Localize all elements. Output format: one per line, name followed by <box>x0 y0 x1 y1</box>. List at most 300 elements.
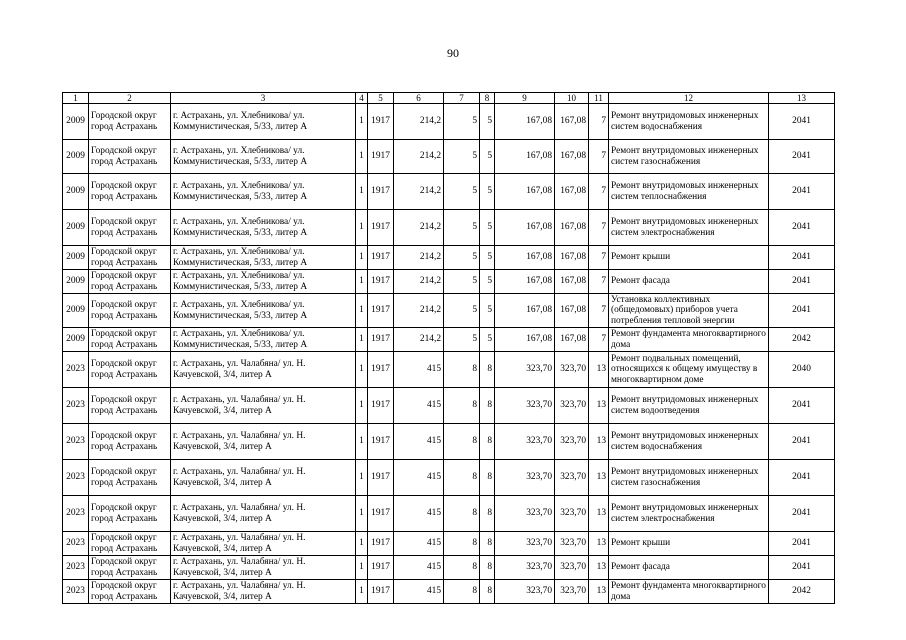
address-line-1: г. Астрахань, ул. Хлебникова/ ул. <box>173 299 305 310</box>
col-4-cell: 1 <box>356 460 368 496</box>
col-8-cell: 5 <box>480 246 495 270</box>
work-type-cell: Ремонт крыши <box>609 246 769 270</box>
col-7-cell: 8 <box>444 424 480 460</box>
col-11-cell: 7 <box>589 104 609 140</box>
address-line-2: Качуевской, 3/4, литер А <box>173 591 272 602</box>
planned-year-cell: 2042 <box>769 580 835 604</box>
col-5-cell: 1917 <box>368 104 394 140</box>
planned-year-cell: 2041 <box>769 388 835 424</box>
year-built-cell: 2023 <box>63 496 89 532</box>
total-area-cell: 415 <box>394 424 444 460</box>
col-10-cell: 323,70 <box>555 556 589 580</box>
address-line-2: Коммунистическая, 5/33, литер А <box>173 339 308 350</box>
col-10-cell: 323,70 <box>555 460 589 496</box>
address-cell <box>171 246 356 270</box>
municipality-cell <box>89 246 171 270</box>
municipality-cell <box>89 210 171 246</box>
column-header-1: 1 <box>63 93 89 104</box>
address-cell <box>171 104 356 140</box>
work-type-cell: Ремонт внутридомовых инженерных систем электроснабжения <box>609 496 769 532</box>
table-row <box>63 328 835 352</box>
work-type-cell: Ремонт фундамента многоквартирного дома <box>609 328 769 352</box>
planned-year-cell: 2041 <box>769 460 835 496</box>
planned-year-cell: 2041 <box>769 246 835 270</box>
col-5-cell: 1917 <box>368 580 394 604</box>
total-area-cell: 415 <box>394 388 444 424</box>
address-line-1: г. Астрахань, ул. Чалабяна/ ул. Н. <box>173 556 306 567</box>
address-cell <box>171 460 356 496</box>
column-header-11: 11 <box>589 93 609 104</box>
col-4-cell: 1 <box>356 140 368 174</box>
address-cell <box>171 388 356 424</box>
municipality-line-1: Городской округ <box>91 532 157 543</box>
work-type-cell: Ремонт фундамента многоквартирного дома <box>609 580 769 604</box>
municipality-line-1: Городской округ <box>91 180 157 191</box>
table-row <box>63 460 835 496</box>
municipality-line-2: город Астрахань <box>91 156 158 167</box>
col-7-cell: 8 <box>444 532 480 556</box>
municipality-cell <box>89 580 171 604</box>
col-7-cell: 8 <box>444 496 480 532</box>
address-line-1: г. Астрахань, ул. Хлебникова/ ул. <box>173 246 305 257</box>
column-header-3: 3 <box>171 93 356 104</box>
col-4-cell: 1 <box>356 532 368 556</box>
year-built-cell: 2009 <box>63 174 89 210</box>
address-line-1: г. Астрахань, ул. Чалабяна/ ул. Н. <box>173 394 306 405</box>
planned-year-cell: 2041 <box>769 174 835 210</box>
address-cell <box>171 424 356 460</box>
address-cell <box>171 294 356 328</box>
table-row <box>63 294 835 328</box>
col-8-cell: 5 <box>480 174 495 210</box>
col-9-cell: 323,70 <box>495 496 555 532</box>
municipality-cell <box>89 270 171 294</box>
municipality-line-1: Городской округ <box>91 299 157 310</box>
table-row <box>63 532 835 556</box>
col-7-cell: 5 <box>444 210 480 246</box>
col-9-cell: 323,70 <box>495 388 555 424</box>
col-5-cell: 1917 <box>368 388 394 424</box>
column-header-10: 10 <box>555 93 589 104</box>
municipality-line-2: город Астрахань <box>91 369 158 380</box>
municipality-cell <box>89 388 171 424</box>
col-8-cell: 8 <box>480 580 495 604</box>
col-7-cell: 5 <box>444 246 480 270</box>
address-line-2: Коммунистическая, 5/33, литер А <box>173 156 308 167</box>
table-row <box>63 424 835 460</box>
col-5-cell: 1917 <box>368 496 394 532</box>
col-7-cell: 5 <box>444 140 480 174</box>
year-built-cell: 2023 <box>63 388 89 424</box>
col-11-cell: 13 <box>589 532 609 556</box>
col-9-cell: 167,08 <box>495 270 555 294</box>
col-10-cell: 323,70 <box>555 424 589 460</box>
col-10-cell: 167,08 <box>555 270 589 294</box>
address-cell <box>171 210 356 246</box>
col-11-cell: 13 <box>589 352 609 388</box>
municipality-line-2: город Астрахань <box>91 121 158 132</box>
municipality-cell <box>89 556 171 580</box>
col-8-cell: 8 <box>480 460 495 496</box>
total-area-cell: 214,2 <box>394 104 444 140</box>
col-11-cell: 7 <box>589 270 609 294</box>
col-5-cell: 1917 <box>368 424 394 460</box>
address-line-1: г. Астрахань, ул. Чалабяна/ ул. Н. <box>173 466 306 477</box>
column-number-row <box>63 93 835 104</box>
municipality-line-2: город Астрахань <box>91 477 158 488</box>
municipality-line-2: город Астрахань <box>91 227 158 238</box>
municipality-line-1: Городской округ <box>91 328 157 339</box>
municipality-line-2: город Астрахань <box>91 281 158 292</box>
column-header-4: 4 <box>356 93 368 104</box>
total-area-cell: 214,2 <box>394 328 444 352</box>
municipality-line-2: город Астрахань <box>91 257 158 268</box>
address-line-1: г. Астрахань, ул. Чалабяна/ ул. Н. <box>173 532 306 543</box>
year-built-cell: 2009 <box>63 294 89 328</box>
address-line-2: Коммунистическая, 5/33, литер А <box>173 281 308 292</box>
table-row <box>63 246 835 270</box>
col-11-cell: 13 <box>589 388 609 424</box>
col-4-cell: 1 <box>356 246 368 270</box>
municipality-line-2: город Астрахань <box>91 191 158 202</box>
year-built-cell: 2023 <box>63 424 89 460</box>
address-cell <box>171 174 356 210</box>
col-11-cell: 7 <box>589 210 609 246</box>
page-number: 90 <box>447 46 459 60</box>
col-7-cell: 5 <box>444 328 480 352</box>
col-8-cell: 5 <box>480 210 495 246</box>
table-row <box>63 140 835 174</box>
year-built-cell: 2009 <box>63 270 89 294</box>
col-8-cell: 5 <box>480 328 495 352</box>
address-line-2: Качуевской, 3/4, литер А <box>173 441 272 452</box>
total-area-cell: 415 <box>394 580 444 604</box>
col-9-cell: 167,08 <box>495 210 555 246</box>
municipality-cell <box>89 496 171 532</box>
municipality-line-2: город Астрахань <box>91 405 158 416</box>
address-cell <box>171 556 356 580</box>
col-9-cell: 167,08 <box>495 294 555 328</box>
col-7-cell: 8 <box>444 580 480 604</box>
work-type-cell: Ремонт фасада <box>609 556 769 580</box>
col-5-cell: 1917 <box>368 328 394 352</box>
municipality-cell <box>89 294 171 328</box>
total-area-cell: 415 <box>394 532 444 556</box>
address-line-1: г. Астрахань, ул. Хлебникова/ ул. <box>173 270 305 281</box>
address-line-2: Качуевской, 3/4, литер А <box>173 513 272 524</box>
year-built-cell: 2023 <box>63 460 89 496</box>
total-area-cell: 415 <box>394 352 444 388</box>
total-area-cell: 214,2 <box>394 140 444 174</box>
col-8-cell: 8 <box>480 352 495 388</box>
total-area-cell: 415 <box>394 496 444 532</box>
capital-repair-table <box>62 92 835 604</box>
address-cell <box>171 270 356 294</box>
work-type-cell: Ремонт крыши <box>609 532 769 556</box>
address-line-1: г. Астрахань, ул. Хлебникова/ ул. <box>173 216 305 227</box>
col-11-cell: 7 <box>589 328 609 352</box>
address-line-2: Коммунистическая, 5/33, литер А <box>173 310 308 321</box>
total-area-cell: 214,2 <box>394 210 444 246</box>
year-built-cell: 2009 <box>63 328 89 352</box>
municipality-cell <box>89 174 171 210</box>
col-11-cell: 13 <box>589 496 609 532</box>
table-row <box>63 556 835 580</box>
col-5-cell: 1917 <box>368 460 394 496</box>
col-5-cell: 1917 <box>368 556 394 580</box>
col-4-cell: 1 <box>356 104 368 140</box>
column-header-5: 5 <box>368 93 394 104</box>
col-9-cell: 167,08 <box>495 104 555 140</box>
column-header-8: 8 <box>480 93 495 104</box>
col-4-cell: 1 <box>356 496 368 532</box>
col-9-cell: 167,08 <box>495 328 555 352</box>
year-built-cell: 2023 <box>63 352 89 388</box>
col-4-cell: 1 <box>356 294 368 328</box>
col-9-cell: 323,70 <box>495 352 555 388</box>
planned-year-cell: 2041 <box>769 140 835 174</box>
municipality-line-1: Городской округ <box>91 556 157 567</box>
year-built-cell: 2009 <box>63 104 89 140</box>
municipality-line-1: Городской округ <box>91 394 157 405</box>
address-line-2: Коммунистическая, 5/33, литер А <box>173 227 308 238</box>
work-type-cell: Ремонт фасада <box>609 270 769 294</box>
planned-year-cell: 2041 <box>769 496 835 532</box>
col-10-cell: 323,70 <box>555 496 589 532</box>
work-type-cell: Ремонт подвальных помещений, относящихся к общему имуществу в многоквартирном доме <box>609 352 769 388</box>
year-built-cell: 2023 <box>63 556 89 580</box>
year-built-cell: 2009 <box>63 140 89 174</box>
planned-year-cell: 2041 <box>769 294 835 328</box>
col-11-cell: 7 <box>589 294 609 328</box>
col-8-cell: 8 <box>480 556 495 580</box>
table-row <box>63 388 835 424</box>
table-row <box>63 352 835 388</box>
col-7-cell: 8 <box>444 388 480 424</box>
col-8-cell: 5 <box>480 140 495 174</box>
col-8-cell: 8 <box>480 532 495 556</box>
year-built-cell: 2009 <box>63 210 89 246</box>
col-4-cell: 1 <box>356 352 368 388</box>
col-7-cell: 8 <box>444 460 480 496</box>
col-10-cell: 167,08 <box>555 246 589 270</box>
col-10-cell: 323,70 <box>555 580 589 604</box>
address-cell <box>171 328 356 352</box>
address-line-1: г. Астрахань, ул. Чалабяна/ ул. Н. <box>173 580 306 591</box>
column-header-7: 7 <box>444 93 480 104</box>
col-4-cell: 1 <box>356 210 368 246</box>
address-line-2: Качуевской, 3/4, литер А <box>173 567 272 578</box>
total-area-cell: 214,2 <box>394 270 444 294</box>
col-7-cell: 8 <box>444 352 480 388</box>
address-line-1: г. Астрахань, ул. Чалабяна/ ул. Н. <box>173 502 306 513</box>
total-area-cell: 214,2 <box>394 294 444 328</box>
municipality-line-2: город Астрахань <box>91 441 158 452</box>
municipality-cell <box>89 352 171 388</box>
address-cell <box>171 496 356 532</box>
municipality-line-1: Городской округ <box>91 246 157 257</box>
address-line-2: Качуевской, 3/4, литер А <box>173 543 272 554</box>
col-5-cell: 1917 <box>368 352 394 388</box>
col-4-cell: 1 <box>356 328 368 352</box>
municipality-line-2: город Астрахань <box>91 543 158 554</box>
col-9-cell: 167,08 <box>495 246 555 270</box>
address-line-1: г. Астрахань, ул. Чалабяна/ ул. Н. <box>173 430 306 441</box>
address-cell <box>171 532 356 556</box>
col-9-cell: 323,70 <box>495 556 555 580</box>
address-line-2: Качуевской, 3/4, литер А <box>173 369 272 380</box>
address-line-2: Коммунистическая, 5/33, литер А <box>173 121 308 132</box>
municipality-line-1: Городской округ <box>91 430 157 441</box>
col-7-cell: 5 <box>444 270 480 294</box>
col-9-cell: 323,70 <box>495 580 555 604</box>
work-type-cell: Ремонт внутридомовых инженерных систем газоснабжения <box>609 460 769 496</box>
address-cell <box>171 140 356 174</box>
total-area-cell: 214,2 <box>394 246 444 270</box>
col-7-cell: 5 <box>444 104 480 140</box>
column-header-6: 6 <box>394 93 444 104</box>
work-type-cell: Ремонт внутридомовых инженерных систем водоснабжения <box>609 424 769 460</box>
col-9-cell: 323,70 <box>495 424 555 460</box>
col-5-cell: 1917 <box>368 140 394 174</box>
address-line-1: г. Астрахань, ул. Хлебникова/ ул. <box>173 145 305 156</box>
address-cell <box>171 352 356 388</box>
col-4-cell: 1 <box>356 270 368 294</box>
col-10-cell: 323,70 <box>555 388 589 424</box>
municipality-line-2: город Астрахань <box>91 567 158 578</box>
col-11-cell: 13 <box>589 580 609 604</box>
address-line-1: г. Астрахань, ул. Хлебникова/ ул. <box>173 110 305 121</box>
col-5-cell: 1917 <box>368 246 394 270</box>
work-type-cell: Ремонт внутридомовых инженерных систем водоотведения <box>609 388 769 424</box>
col-8-cell: 8 <box>480 388 495 424</box>
col-4-cell: 1 <box>356 580 368 604</box>
municipality-cell <box>89 532 171 556</box>
col-8-cell: 8 <box>480 496 495 532</box>
address-cell <box>171 580 356 604</box>
planned-year-cell: 2041 <box>769 532 835 556</box>
col-11-cell: 13 <box>589 460 609 496</box>
work-type-cell: Ремонт внутридомовых инженерных систем теплоснабжения <box>609 174 769 210</box>
col-11-cell: 13 <box>589 424 609 460</box>
address-line-2: Качуевской, 3/4, литер А <box>173 405 272 416</box>
work-type-cell: Ремонт внутридомовых инженерных систем электроснабжения <box>609 210 769 246</box>
address-line-2: Коммунистическая, 5/33, литер А <box>173 257 308 268</box>
work-type-cell: Ремонт внутридомовых инженерных систем газоснабжения <box>609 140 769 174</box>
year-built-cell: 2023 <box>63 580 89 604</box>
col-11-cell: 7 <box>589 246 609 270</box>
municipality-line-1: Городской округ <box>91 216 157 227</box>
col-5-cell: 1917 <box>368 174 394 210</box>
table-row <box>63 496 835 532</box>
municipality-cell <box>89 104 171 140</box>
total-area-cell: 415 <box>394 460 444 496</box>
col-7-cell: 8 <box>444 556 480 580</box>
planned-year-cell: 2042 <box>769 328 835 352</box>
col-10-cell: 167,08 <box>555 328 589 352</box>
col-4-cell: 1 <box>356 388 368 424</box>
table-row <box>63 580 835 604</box>
col-5-cell: 1917 <box>368 210 394 246</box>
total-area-cell: 214,2 <box>394 174 444 210</box>
col-10-cell: 167,08 <box>555 294 589 328</box>
municipality-line-2: город Астрахань <box>91 339 158 350</box>
planned-year-cell: 2041 <box>769 270 835 294</box>
planned-year-cell: 2041 <box>769 104 835 140</box>
year-built-cell: 2023 <box>63 532 89 556</box>
table-row <box>63 104 835 140</box>
col-8-cell: 5 <box>480 104 495 140</box>
col-7-cell: 5 <box>444 174 480 210</box>
column-header-9: 9 <box>495 93 555 104</box>
column-header-13: 13 <box>769 93 835 104</box>
planned-year-cell: 2041 <box>769 424 835 460</box>
work-type-cell: Ремонт внутридомовых инженерных систем водоснабжения <box>609 104 769 140</box>
address-line-1: г. Астрахань, ул. Хлебникова/ ул. <box>173 180 305 191</box>
col-10-cell: 323,70 <box>555 352 589 388</box>
address-line-1: г. Астрахань, ул. Хлебникова/ ул. <box>173 328 305 339</box>
col-11-cell: 7 <box>589 174 609 210</box>
col-4-cell: 1 <box>356 556 368 580</box>
col-9-cell: 323,70 <box>495 532 555 556</box>
municipality-line-1: Городской округ <box>91 358 157 369</box>
col-8-cell: 5 <box>480 270 495 294</box>
municipality-line-1: Городской округ <box>91 110 157 121</box>
total-area-cell: 415 <box>394 556 444 580</box>
col-5-cell: 1917 <box>368 532 394 556</box>
municipality-line-2: город Астрахань <box>91 513 158 524</box>
column-header-2: 2 <box>89 93 171 104</box>
municipality-line-1: Городской округ <box>91 270 157 281</box>
col-10-cell: 323,70 <box>555 532 589 556</box>
municipality-cell <box>89 424 171 460</box>
col-10-cell: 167,08 <box>555 104 589 140</box>
col-9-cell: 167,08 <box>495 174 555 210</box>
col-9-cell: 167,08 <box>495 140 555 174</box>
municipality-line-2: город Астрахань <box>91 591 158 602</box>
col-8-cell: 5 <box>480 294 495 328</box>
col-5-cell: 1917 <box>368 294 394 328</box>
table-row <box>63 210 835 246</box>
year-built-cell: 2009 <box>63 246 89 270</box>
col-4-cell: 1 <box>356 424 368 460</box>
municipality-cell <box>89 460 171 496</box>
municipality-cell <box>89 140 171 174</box>
municipality-line-1: Городской округ <box>91 145 157 156</box>
col-8-cell: 8 <box>480 424 495 460</box>
table-row <box>63 270 835 294</box>
planned-year-cell: 2040 <box>769 352 835 388</box>
col-5-cell: 1917 <box>368 270 394 294</box>
municipality-cell <box>89 328 171 352</box>
col-11-cell: 13 <box>589 556 609 580</box>
col-7-cell: 5 <box>444 294 480 328</box>
address-line-2: Коммунистическая, 5/33, литер А <box>173 191 308 202</box>
municipality-line-1: Городской округ <box>91 502 157 513</box>
planned-year-cell: 2041 <box>769 210 835 246</box>
col-9-cell: 323,70 <box>495 460 555 496</box>
work-type-cell: Установка коллективных (общедомовых) приборов учета потребления тепловой энергии <box>609 294 769 328</box>
municipality-line-1: Городской округ <box>91 580 157 591</box>
municipality-line-2: город Астрахань <box>91 310 158 321</box>
col-10-cell: 167,08 <box>555 210 589 246</box>
address-line-1: г. Астрахань, ул. Чалабяна/ ул. Н. <box>173 358 306 369</box>
column-header-12: 12 <box>609 93 769 104</box>
col-10-cell: 167,08 <box>555 174 589 210</box>
table-row <box>63 174 835 210</box>
col-4-cell: 1 <box>356 174 368 210</box>
municipality-line-1: Городской округ <box>91 466 157 477</box>
